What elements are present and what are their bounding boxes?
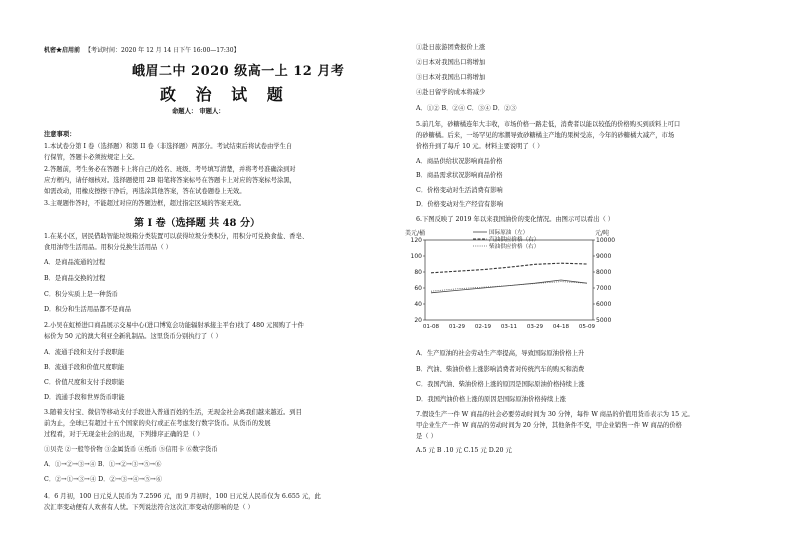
question-line: 食用油等生活用品。用积分兑换生活用品（ ） (44, 244, 172, 251)
option-line: D．流通手段和世界货币职能 (44, 394, 125, 401)
plot-frame (425, 240, 593, 320)
notice-line: 3.主观题作答时，不能超过对应的答题边框，超过指定区域的答案无效。 (44, 200, 246, 207)
statement-line: ②日本对我国出口将增加 (416, 59, 486, 66)
right-tick-label: 10000 (596, 237, 616, 244)
oil-price-chart (403, 226, 625, 332)
statement-line: ①赴日旅游团费报价上涨 (416, 44, 486, 51)
left-tick-label: 100 (410, 253, 422, 260)
option-line: B．商品需求状况影响商品价格 (416, 172, 503, 179)
question-line: 4．6 月初，100 日元兑人民币为 7.2596 元，而 9 月初时，100 日元兑人民币仅为 6.655 元，此 (44, 493, 321, 500)
legend-label: 国际原油（左） (489, 230, 529, 236)
notice-heading: 注意事项： (44, 131, 76, 138)
legend-label: 柴油供应价格（右） (489, 244, 540, 250)
question-line: 是（ ） (416, 433, 437, 440)
x-tick-label: 04-18 (552, 324, 570, 330)
left-tick-label: 40 (414, 301, 422, 308)
question-line: 1.在某小区，居民借助智能垃圾箱分类装置可以获得垃圾分类积分，用积分可兑换食盐、香皂、 (44, 233, 309, 240)
x-tick-label: 03-11 (500, 324, 518, 330)
author-line: 命题人： 审题人： (172, 108, 225, 115)
x-tick-label: 02-19 (474, 324, 492, 330)
right-tick-label: 6000 (596, 301, 612, 308)
option-line: D．我国汽油价格上涨的原因是国际原油价格持续上涨 (416, 396, 566, 403)
option-line: A．是商品流通的过程 (44, 259, 106, 266)
notice-line: 行保管，答题卡必须按规定上交。 (44, 154, 139, 161)
section-heading: 第 I 卷（选择题 共 48 分） (134, 218, 261, 229)
notice-line: 如需改动，用橡皮擦擦干净后，再选涂其他答案，答在试卷题卷上无效。 (44, 188, 246, 195)
question-line: 3.随着支付宝、微信等移动支付手段进入普通百姓的生活，无现金社会离我们越来越近。到目 (44, 409, 302, 416)
left-tick-label: 80 (414, 269, 422, 276)
option-line: C．积分实质上是一种货币 (44, 291, 119, 298)
question-line: 的砂糖橘。后来，一场罕见的寒潮导致砂糖橘主产地的果树受冻，今年的砂糖橘大减产，市场 (416, 132, 675, 139)
option-line: D．价格变动对生产经营有影响 (416, 201, 503, 208)
question-line: 甲企业生产一件 W 商品的劳动时间为 20 分钟，其他条件不变，甲企业销售一件 W 商品的价格 (416, 422, 682, 429)
option-line: A.5 元 B .10 元 C.15 元 D.20 元 (416, 447, 512, 454)
question-line: 前为止，全球已有超过十五个国家的央行或正在考虑发行数字货币。从货币的发展 (44, 420, 271, 427)
option-line: A．生产原油的社会劳动生产率提高，导致国际原油价格上升 (416, 350, 585, 357)
x-tick-label: 01-08 (422, 324, 440, 330)
notice-line: 1.本试卷分第 I 卷（选择题）和第 II 卷（非选择题）两部分。考试结束后将试卷由学生自 (44, 143, 293, 150)
option-line: B．是商品交换的过程 (44, 275, 106, 282)
option-line: ①贝壳 ②一般等价物 ③金属货币 ④纸币 ⑤信用卡 ⑥数字货币 (44, 446, 218, 453)
question-line: 过程看，对于无现金社会的出现，下列排序正确的是（ ） (44, 431, 204, 438)
option-line: C．价值尺度和支付手段职能 (44, 379, 125, 386)
option-line: D．积分和生活用品都不是商品 (44, 306, 131, 313)
notice-line: 2.答题前，考生务必在答题卡上将自己的姓名、班级、考号填写清楚，并将考号准确涂到对 (44, 166, 296, 173)
confidential-mark: 机密★启用前 (44, 47, 81, 54)
option-line: C．价格变动对生活消费有影响 (416, 187, 503, 194)
option-line: C．我国汽油、柴油价格上涨的原因是国际原油价格持续上涨 (416, 381, 585, 388)
left-tick-label: 120 (410, 237, 422, 244)
x-tick-label: 01-29 (448, 324, 466, 330)
question-line: 2.小吴在虹桥进口商品展示交易中心(进口博览会功能辐射承接主平台)找了 480 元囤购了十件 (44, 322, 304, 329)
left-tick-label: 60 (414, 285, 422, 292)
question-line: 价格升到了每斤 10 元。材料主要说明了（ ） (416, 143, 544, 150)
right-tick-label: 9000 (596, 253, 612, 260)
x-tick-label: 03-29 (526, 324, 544, 330)
x-tick-label: 05-09 (578, 324, 596, 330)
option-line: A．①② B．②④ C．③④ D．②③ (416, 105, 517, 112)
option-line: A．①→②→③→④ B．①→②→③→⑤→⑥ (44, 461, 162, 468)
series-line-3 (431, 282, 587, 292)
option-line: B．汽油、柴油价格上涨影响消费者对传统汽车的购买和消费 (416, 366, 585, 373)
left-tick-label: 20 (414, 317, 422, 324)
right-tick-label: 8000 (596, 269, 612, 276)
question-line: 5.前几年，砂糖橘连年大丰收，市场价格一路走低，消费者以能以较低的价格购买到质料上可口 (416, 121, 681, 128)
series-line-2 (431, 263, 587, 273)
subject-title: 政 治 试 题 (160, 85, 290, 104)
option-line: B．流通手段和价值尺度职能 (44, 364, 125, 371)
right-tick-label: 5000 (596, 317, 612, 324)
question-line: 6.下图反映了 2019 年以来我国油价的变化情况。由图示可以看出（ ） (416, 216, 615, 223)
option-line: A．流通手段和支付手段职能 (44, 349, 125, 356)
notice-line: 应方框内，请仔细核对。选择题使用 2B 铅笔将答案标号在答题卡上对应的答案标号涂黑， (44, 177, 296, 184)
question-line: 7.假设生产一件 W 商品的社会必要劳动时间为 30 分钟，每件 W 商品的价值用货币表示为 15 元。 (416, 411, 694, 418)
exam-title: 峨眉二中 2020 级高一上 12 月考 (132, 64, 345, 79)
exam-time: 【考试时间：2020 年 12 月 14 日下午 16:00—17:30】 (85, 47, 240, 54)
option-line: A．商品供给状况影响商品价格 (416, 158, 503, 165)
question-line: 标价为 50 元的澳大利亚全新乳制品。这里货币分别执行了（ ） (44, 333, 222, 340)
statement-line: ③日本对我国出口将增加 (416, 74, 486, 81)
option-line: C．②→①→③→④ D．②→③→④→⑤→⑥ (44, 476, 163, 483)
question-line: 次汇率变动便有人欢喜有人忧。下列说法符合这次汇率变动的影响的是（ ） (44, 504, 254, 511)
legend-label: 汽油供应价格（右） (489, 237, 540, 243)
left-axis-unit: 美元/桶 (405, 230, 426, 237)
right-tick-label: 7000 (596, 285, 612, 292)
right-axis-unit: 元/吨 (595, 230, 610, 237)
statement-line: ④赴日留学的成本将减少 (416, 89, 486, 96)
